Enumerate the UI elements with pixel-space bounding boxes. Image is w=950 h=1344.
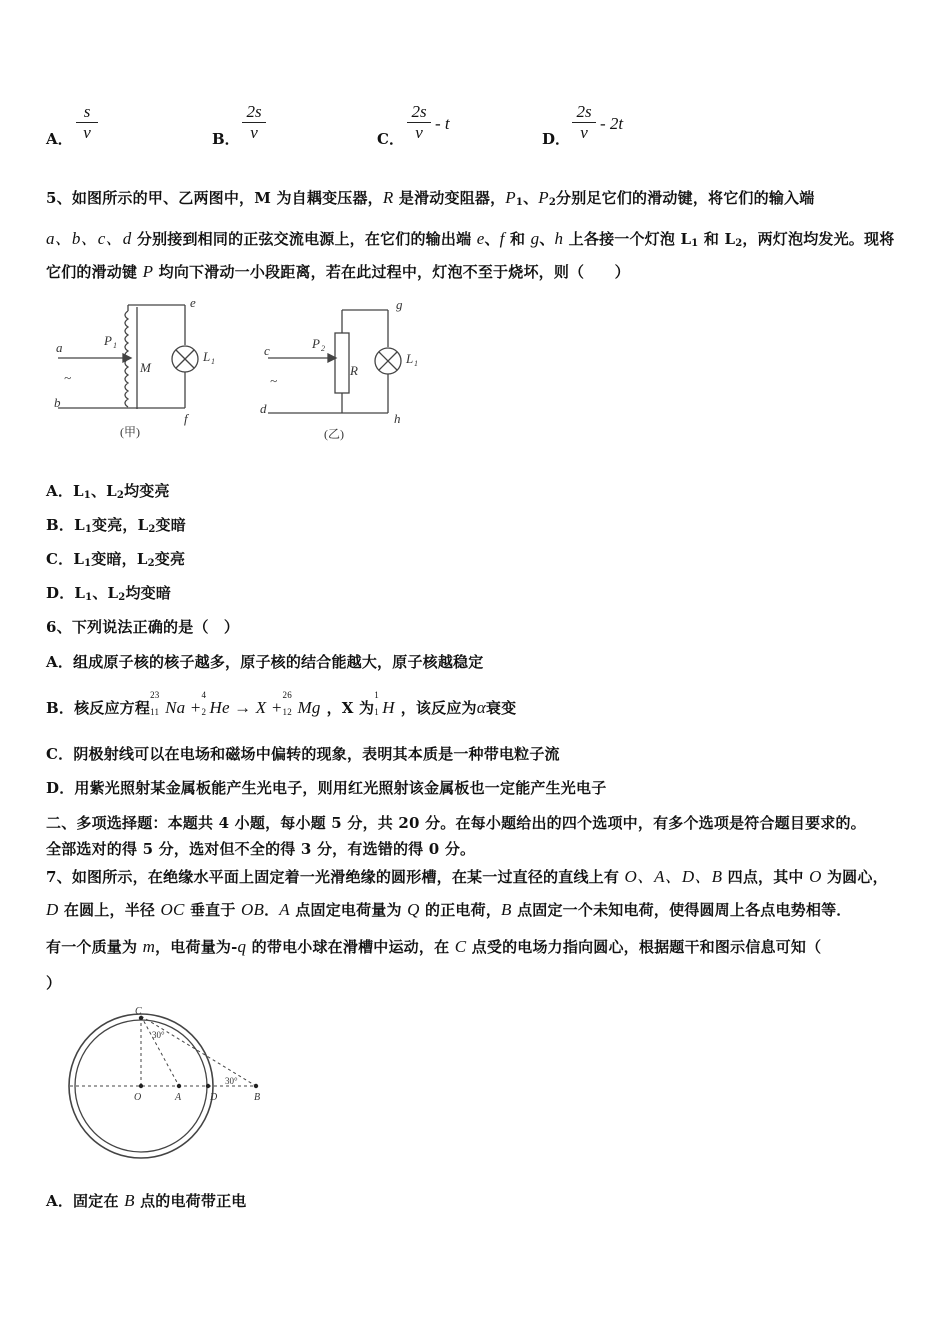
line-ca (141, 1016, 179, 1086)
numerator: 2s (242, 102, 266, 123)
subscript: 2 (118, 592, 126, 603)
subscript: 1 (691, 238, 699, 249)
text: B (501, 900, 512, 919)
text: 四点，其中 (722, 868, 810, 886)
text: R (382, 188, 394, 207)
symbol: Na (165, 698, 186, 717)
numerator: 2s (572, 102, 596, 123)
text: C．L (46, 550, 85, 568)
text: P (505, 188, 516, 207)
text: A (279, 900, 290, 919)
atomic-number: 12 (282, 707, 292, 717)
label-p: P (104, 333, 112, 348)
text: 和 (504, 230, 531, 248)
q4-option-d (542, 100, 672, 150)
fraction-tail: - 2t (600, 114, 624, 133)
q7-option-a (46, 1190, 246, 1211)
text: O、A、D、B (624, 867, 723, 886)
label-b: b (54, 395, 61, 410)
q5-option-c (46, 548, 185, 569)
text: 、 (523, 189, 539, 207)
point-o (139, 1084, 143, 1088)
circuit-jia (58, 305, 198, 409)
text: 的正电荷， (419, 901, 502, 919)
text: ，电荷量为- (155, 938, 238, 956)
q4-option-b (212, 100, 332, 150)
point-d (206, 1084, 210, 1088)
text: B．核反应方程 (46, 699, 151, 717)
text: 变亮 (154, 550, 186, 568)
text: 分别足它们的滑动键，将它们的输入端 (556, 189, 815, 207)
label-a: A (175, 1092, 182, 1103)
label-g: g (396, 297, 403, 312)
label-l: L (406, 351, 414, 366)
text: OB (241, 900, 265, 919)
q5-option-b (46, 514, 186, 535)
caption-yi: (乙) (324, 427, 344, 441)
text: q (237, 937, 247, 956)
subscript: 2 (116, 490, 125, 501)
text: 、 (539, 230, 555, 248)
text: ，该反应为 (400, 699, 477, 717)
q7-stem-line3 (46, 936, 821, 957)
label-b: B (254, 1092, 261, 1103)
denominator: v (83, 123, 91, 142)
text: 均变亮 (124, 482, 170, 500)
q7-stem-line1 (46, 862, 888, 887)
text: ，两灯泡均发光。现将 (742, 230, 895, 248)
atomic-number: 1 (374, 707, 379, 717)
mass-number: 26 (282, 690, 292, 700)
text: ，X 为 (326, 699, 375, 717)
q5-stem-line2 (46, 224, 894, 249)
text: 5、如图所示的甲、乙两图中，M 为自耦变压器， (46, 189, 383, 207)
text: 为圆心， (821, 868, 888, 886)
text: → X (229, 698, 267, 717)
text: 分别接到相同的正弦交流电源上，在它们的输出端 (131, 230, 477, 248)
text: P (538, 188, 549, 207)
text: ． (264, 901, 280, 919)
point-b (254, 1084, 258, 1088)
subscript: 1 (84, 524, 92, 535)
fraction (242, 102, 266, 143)
text: 点受的电场力指向圆心，根据题干和图示信息可知（ (466, 938, 822, 956)
label-p-sub: 1 (113, 341, 117, 350)
text: 点固定一个未知电荷，使得圆周上各点电势相等． (511, 901, 852, 919)
label-l-sub: 1 (211, 357, 215, 366)
option-label: A． (46, 130, 73, 148)
label-r: R (350, 363, 358, 378)
q7-stem-line2 (46, 899, 851, 920)
q5-option-a (46, 480, 170, 501)
subscript: 2 (148, 524, 156, 535)
subscript: 1 (85, 592, 93, 603)
resistor (335, 333, 349, 393)
text: OC (160, 900, 185, 919)
atomic-number: 11 (150, 707, 160, 717)
option-label: C． (377, 130, 404, 148)
option-label: B． (212, 130, 240, 148)
text: h (554, 229, 564, 248)
text: 均向下滑动一小段距离，若在此过程中，灯泡不至于烧坏，则（ ） (153, 263, 630, 281)
mass-number: 23 (150, 690, 160, 700)
fraction (76, 102, 98, 143)
text: 、b、c、d (54, 229, 132, 248)
text: 、L (90, 482, 117, 500)
text: Q (407, 900, 420, 919)
q6-option-b (46, 690, 517, 718)
angle-label-2: 30° (225, 1076, 238, 1086)
label-c: C (135, 1006, 142, 1017)
text: 、L (92, 584, 119, 602)
symbol: Mg (297, 698, 321, 717)
caption-jia: (甲) (120, 425, 140, 439)
text: 垂直于 (184, 901, 242, 919)
nuclide-mg (282, 690, 321, 718)
numerator: 2s (407, 102, 431, 123)
numerator: s (76, 102, 98, 123)
q6-stem: 6、下列说法正确的是（ ） (46, 618, 240, 636)
text: C (454, 937, 467, 956)
angle-label-1: 30° (152, 1030, 165, 1040)
denominator: v (250, 123, 258, 142)
section2-line2: 全部选对的得 5 分，选对但不全的得 3 分，有选错的得 0 分。 (46, 840, 476, 858)
subscript: 1 (83, 490, 91, 501)
circuit-yi (268, 310, 401, 413)
circuit-jia-labels (54, 295, 215, 439)
denominator: v (580, 123, 588, 142)
q6-option-d: D．用紫光照射某金属板能产生光电子，则用红光照射该金属板也一定能产生光电子 (46, 779, 607, 797)
label-l-sub: 1 (414, 359, 418, 368)
subscript: 2 (548, 197, 557, 208)
q4-option-c (377, 100, 497, 150)
text: A．固定在 (46, 1192, 125, 1210)
q5-circuit-figure (40, 295, 440, 445)
fraction (572, 102, 596, 143)
circuit-yi-labels (260, 297, 418, 441)
nuclide-h (374, 690, 395, 718)
q6-option-a: A．组成原子核的核子越多，原子核的结合能越大，原子核越稳定 (46, 653, 484, 671)
text: D (46, 900, 59, 919)
text: P (142, 262, 154, 281)
text: α (476, 698, 486, 717)
text: D．L (46, 584, 86, 602)
label-o: O (134, 1092, 142, 1103)
mass-number: 1 (374, 690, 379, 700)
subscript: 1 (515, 197, 524, 208)
text: 的带电小球在滑槽中运动，在 (246, 938, 455, 956)
subscript: 2 (735, 238, 743, 249)
text: 变暗，L (91, 550, 148, 568)
text: 有一个质量为 (46, 938, 143, 956)
q5-stem-line3 (46, 261, 630, 282)
subscript: 1 (84, 558, 92, 569)
text: B．L (46, 516, 85, 534)
fraction-tail: - t (435, 114, 450, 133)
symbol: H (382, 698, 395, 717)
text: 变亮，L (92, 516, 149, 534)
mass-number: 4 (201, 690, 207, 700)
text: e (476, 229, 485, 248)
label-f: f (184, 411, 188, 426)
symbol: He (209, 698, 230, 717)
q7-stem-line4: ） (46, 974, 62, 992)
text: 变暗 (155, 516, 186, 534)
label-a: a (56, 340, 63, 355)
label-d: d (260, 401, 267, 416)
text: 衰变 (485, 699, 517, 717)
fraction (407, 102, 431, 143)
denominator: v (415, 123, 423, 142)
label-m: M (140, 360, 151, 375)
point-a (177, 1084, 181, 1088)
text: + (185, 698, 202, 717)
text: 均变暗 (125, 584, 172, 602)
q7-ring-figure (60, 1000, 280, 1170)
q6-option-c: C．阴极射线可以在电场和磁场中偏转的现象，表明其本质是一种带电粒子流 (46, 745, 560, 763)
label-p-sub: 2 (321, 344, 325, 353)
section2-line1: 二、多项选择题：本题共 4 小题，每小题 5 分，共 20 分。在每小题给出的四个选项中，有多个选项是符合题目要求的。 (46, 814, 866, 832)
atomic-number: 2 (201, 707, 207, 717)
label-p: P (312, 336, 320, 351)
text: f (499, 229, 505, 248)
q4-option-a (46, 100, 166, 150)
label-tilde: ~ (270, 373, 278, 388)
text: 上各接一个灯泡 L (563, 230, 692, 248)
text: 它们的滑动键 (46, 263, 143, 281)
q5-stem-line1 (46, 187, 814, 208)
nuclide-na (150, 690, 186, 718)
text: 点固定电荷量为 (289, 901, 408, 919)
label-h: h (394, 411, 401, 426)
nuclide-he (201, 690, 230, 718)
text: 7、如图所示，在绝缘水平面上固定着一光滑绝缘的圆形槽，在某一过直径的直线上有 (46, 868, 625, 886)
label-e: e (190, 295, 196, 310)
line-cb (141, 1016, 256, 1086)
text: g (530, 229, 540, 248)
text: 在圆上，半径 (58, 901, 161, 919)
text: 点的电荷带正电 (134, 1192, 247, 1210)
option-label: D． (542, 130, 571, 148)
text: 是滑动变阻器， (393, 189, 506, 207)
label-c: c (264, 343, 270, 358)
text: B (124, 1191, 135, 1210)
text: 和 L (698, 230, 736, 248)
label-tilde: ~ (64, 370, 72, 385)
text: 、 (484, 230, 500, 248)
text: A．L (46, 482, 84, 500)
text: + (266, 698, 283, 717)
text: m (142, 937, 156, 956)
label-d: D (210, 1092, 218, 1103)
subscript: 2 (147, 558, 155, 569)
text: O (809, 867, 822, 886)
q5-option-d (46, 582, 171, 603)
text: a (46, 229, 55, 248)
label-l: L (203, 349, 211, 364)
